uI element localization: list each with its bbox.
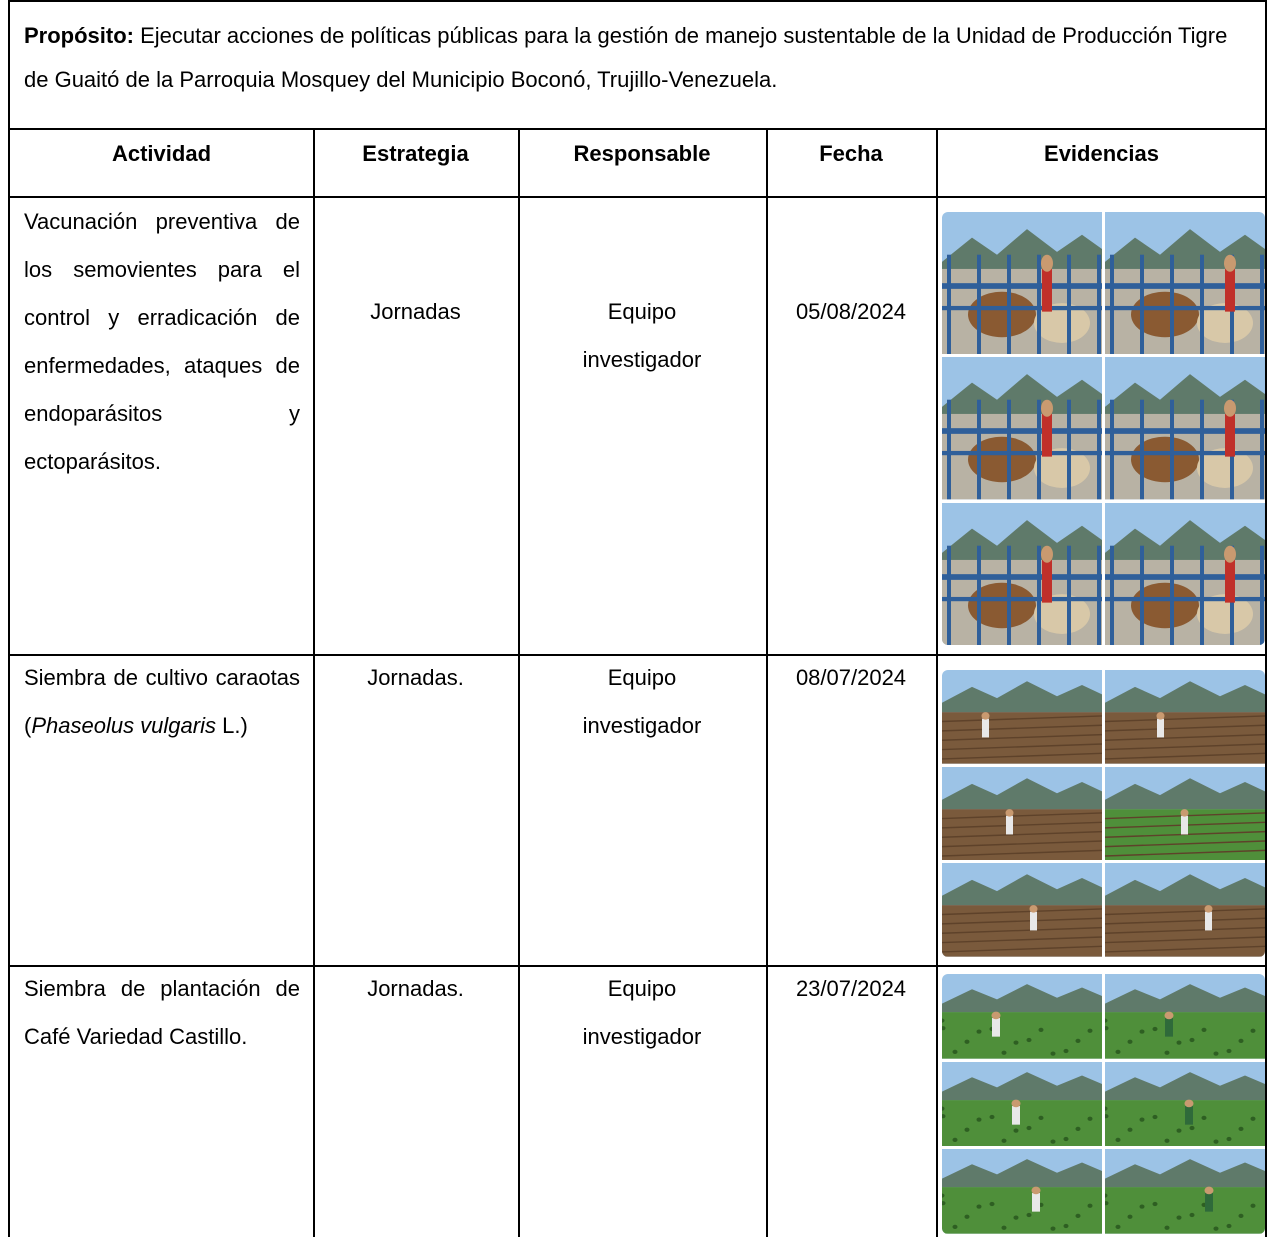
responsible-cell-3: Equipo investigador	[582, 976, 702, 1049]
strategy-cell-3: Jornadas.	[367, 976, 464, 1001]
date-cell-1: 05/08/2024	[795, 299, 907, 324]
header-activity: Actividad	[111, 141, 212, 166]
coffee-planting-photo	[942, 974, 1102, 1059]
field-planting-photo	[1105, 863, 1265, 957]
strategy-cell-2: Jornadas.	[367, 665, 464, 690]
header-evidence: Evidencias	[1044, 141, 1159, 166]
field-planting-photo	[1105, 767, 1265, 861]
field-planting-photo	[942, 670, 1102, 764]
activity-cell-3: Siembra de plantación de Café Variedad Castillo.	[24, 976, 300, 1049]
activities-table	[8, 0, 1267, 1237]
field-planting-photo	[942, 767, 1102, 861]
evidence-photos-2	[942, 670, 1265, 957]
evidence-photos-1	[942, 212, 1265, 645]
date-cell-2: 08/07/2024	[795, 665, 907, 690]
header-strategy: Estrategia	[362, 141, 469, 166]
activity-text: L.)	[216, 713, 248, 738]
purpose-text: Ejecutar acciones de políticas públicas para la gestión de manejo sustentable de la Unidad de Producción Tigre de Guaitó de la Parroquia Mosquey del Municipio Boconó, Trujillo-Venezuela.	[24, 23, 1228, 92]
cattle-vaccination-photo	[1105, 212, 1265, 354]
activity-cell-1: Vacunación preventiva de los semovientes para el control y erradicación de enfermedades, ataques de endoparásitos y ectoparásitos.	[24, 209, 300, 474]
evidence-photos-3	[942, 974, 1265, 1234]
cattle-vaccination-photo	[1105, 503, 1265, 645]
field-planting-photo	[1105, 670, 1265, 764]
coffee-planting-photo	[942, 1062, 1102, 1147]
strategy-cell-1: Jornadas	[370, 299, 461, 324]
activity-cell-2	[10, 654, 300, 750]
activity-text: Siembra de cultivo caraotas (	[24, 665, 300, 738]
coffee-planting-photo	[1105, 1062, 1265, 1147]
cattle-vaccination-photo	[1105, 357, 1265, 499]
date-cell-3: 23/07/2024	[795, 976, 907, 1001]
responsible-cell-2: Equipo investigador	[582, 665, 702, 738]
purpose-label: Propósito:	[24, 23, 134, 48]
header-date: Fecha	[819, 141, 883, 166]
cattle-vaccination-photo	[942, 503, 1102, 645]
header-responsible: Responsable	[573, 141, 711, 166]
cattle-vaccination-photo	[942, 357, 1102, 499]
species-name: Phaseolus vulgaris	[31, 713, 216, 738]
responsible-cell-1: Equipo investigador	[582, 299, 702, 372]
cattle-vaccination-photo	[942, 212, 1102, 354]
field-planting-photo	[942, 863, 1102, 957]
coffee-planting-photo	[1105, 1149, 1265, 1234]
coffee-planting-photo	[942, 1149, 1102, 1234]
purpose-cell	[10, 2, 1265, 130]
coffee-planting-photo	[1105, 974, 1265, 1059]
column-divider	[936, 130, 938, 1237]
